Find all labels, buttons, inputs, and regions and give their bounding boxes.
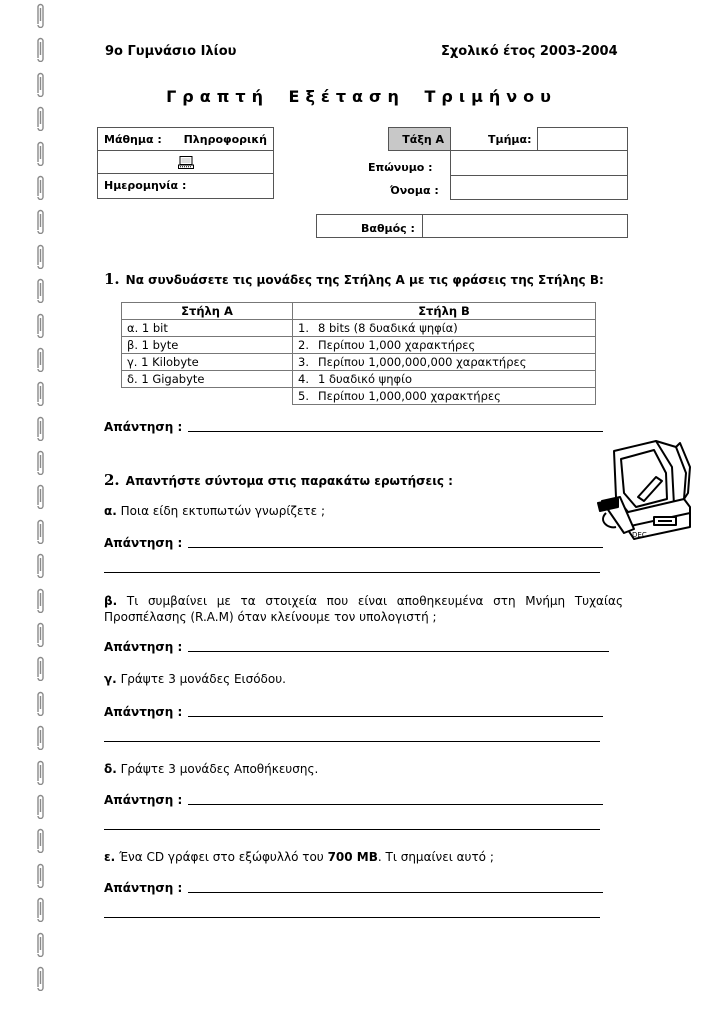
paperclip-icon (36, 380, 45, 406)
paperclip-icon (36, 793, 45, 819)
svg-text:DEC: DEC (632, 531, 647, 539)
question-text: Ποια είδη εκτυπωτών γνωρίζετε ; (120, 504, 326, 518)
computer-clipart-icon (594, 437, 694, 543)
paperclip-icon (36, 552, 45, 578)
answer-q2a (104, 536, 603, 550)
table-row (122, 371, 596, 388)
paperclip-icon (36, 346, 45, 372)
question-letter: β. (104, 594, 118, 608)
column-a-cell: β. 1 byte (122, 337, 293, 354)
answer-line[interactable] (188, 546, 603, 548)
paperclip-icon (36, 140, 45, 166)
answer-extra-line[interactable] (104, 741, 600, 742)
paperclip-icon (36, 2, 45, 28)
school-year: Σχολικό έτος 2003-2004 (441, 44, 618, 59)
grade-box (316, 214, 628, 238)
answer-line[interactable] (188, 891, 603, 893)
paperclip-icon (36, 690, 45, 716)
question-text-after: . Τι σημαίνει αυτό ; (377, 850, 494, 864)
item-text: 1 δυαδικό ψηφίο (318, 371, 413, 386)
answer-line[interactable] (188, 715, 603, 717)
question-letter: ε. (104, 850, 116, 864)
question-letter: δ. (104, 762, 117, 776)
paperclip-icon (36, 36, 45, 62)
column-b-cell (293, 337, 596, 354)
column-b-cell (293, 354, 596, 371)
answer-extra-line[interactable] (104, 572, 600, 573)
question-2c (104, 672, 286, 686)
question-text: Γράψτε 3 μονάδες Αποθήκευσης. (120, 762, 319, 776)
item-number: 2. (298, 337, 309, 352)
paperclip-icon (36, 312, 45, 338)
empty-cell (122, 388, 293, 405)
answer-label: Απάντηση : (104, 881, 183, 895)
table-header-row (122, 303, 596, 320)
first-name-field[interactable] (451, 176, 627, 199)
grade-field[interactable] (423, 215, 627, 237)
column-a-header: Στήλη Α (122, 303, 293, 320)
answer-q1 (104, 420, 603, 434)
item-text: Περίπου 1,000,000,000 χαρακτήρες (318, 354, 527, 369)
paperclip-icon (36, 759, 45, 785)
paperclip-icon (36, 174, 45, 200)
paperclip-icon (36, 277, 45, 303)
question-2a (104, 504, 325, 518)
question-1-heading (104, 270, 604, 288)
question-2b (104, 593, 623, 625)
subject-icon-row (98, 151, 273, 174)
question-letter: α. (104, 504, 117, 518)
column-b-cell (293, 371, 596, 388)
question-text: Τι συμβαίνει με τα στοιχεία που είναι αποθηκευμένα στη Μνήμη Τυχαίας Προσπέλασης (R.A.M) όταν κλείνουμε τον υπολογιστή ; (104, 594, 623, 624)
item-text: Περίπου 1,000 χαρακτήρες (318, 337, 476, 352)
item-number: 5. (298, 388, 309, 403)
question-1-text: Να συνδυάσετε τις μονάδες της Στήλης Α με τις φράσεις της Στήλης Β: (125, 273, 604, 287)
column-b-cell (293, 388, 596, 405)
answer-line[interactable] (188, 650, 609, 652)
column-b-cell (293, 320, 596, 337)
paperclip-icon (36, 587, 45, 613)
paperclip-icon (36, 449, 45, 475)
answer-label: Απάντηση : (104, 793, 183, 807)
section-label: Τμήμα: (488, 133, 532, 146)
paperclip-icon (36, 621, 45, 647)
column-a-cell: γ. 1 Kilobyte (122, 354, 293, 371)
paperclip-icon (36, 243, 45, 269)
question-2-text: Απαντήστε σύντομα στις παρακάτω ερωτήσεις : (125, 474, 453, 488)
column-a-cell: δ. 1 Gigabyte (122, 371, 293, 388)
table-row (122, 354, 596, 371)
paperclip-icon (36, 827, 45, 853)
column-a-cell: α. 1 bit (122, 320, 293, 337)
question-2-number: 2. (104, 471, 120, 489)
answer-extra-line[interactable] (104, 829, 600, 830)
paperclip-icon (36, 724, 45, 750)
school-name: 9ο Γυμνάσιο Ιλίου (105, 44, 237, 59)
date-label: Ημερομηνία : (104, 179, 187, 192)
name-label: Όνομα : (390, 184, 439, 197)
table-row (122, 388, 596, 405)
grade-label: Βαθμός : (361, 222, 415, 235)
surname-field[interactable] (451, 151, 627, 175)
answer-label: Απάντηση : (104, 420, 183, 434)
item-text: Περίπου 1,000,000 χαρακτήρες (318, 388, 501, 403)
paperclip-icon (36, 208, 45, 234)
matching-table (121, 302, 596, 405)
answer-q2b (104, 640, 609, 654)
date-row (98, 174, 273, 197)
paperclip-icon (36, 655, 45, 681)
laptop-icon (178, 156, 194, 169)
question-text-before: Ένα CD γράφει στο εξώφυλλό του (119, 850, 328, 864)
exam-title: Γραπτή Εξέταση Τριμήνου (166, 87, 557, 106)
paperclip-icon (36, 931, 45, 957)
question-letter: γ. (104, 672, 117, 686)
answer-label: Απάντηση : (104, 640, 183, 654)
column-b-header: Στήλη Β (293, 303, 596, 320)
item-text: 8 bits (8 δυαδικά ψηφία) (318, 320, 458, 335)
paperclip-icon (36, 415, 45, 441)
question-2-heading (104, 471, 453, 489)
subject-info-box (97, 127, 274, 199)
question-text: Γράψτε 3 μονάδες Εισόδου. (120, 672, 286, 686)
answer-label: Απάντηση : (104, 536, 183, 550)
question-2e (104, 850, 494, 864)
paperclip-icon (36, 896, 45, 922)
paperclip-icon (36, 483, 45, 509)
section-field[interactable] (537, 127, 628, 151)
subject-row (98, 128, 273, 151)
answer-line[interactable] (188, 430, 603, 432)
subject-label: Μάθημα : (104, 132, 162, 146)
item-number: 1. (298, 320, 309, 335)
surname-label: Επώνυμο : (368, 161, 433, 174)
item-number: 4. (298, 371, 309, 386)
answer-q2e (104, 881, 603, 895)
paperclip-icon (36, 105, 45, 131)
answer-extra-line[interactable] (104, 917, 600, 918)
question-1-number: 1. (104, 270, 120, 288)
question-text-bold: 700 MB (327, 850, 378, 864)
question-2d (104, 762, 318, 776)
paperclip-icon (36, 518, 45, 544)
table-row (122, 320, 596, 337)
answer-label: Απάντηση : (104, 705, 183, 719)
answer-q2c (104, 705, 603, 719)
paperclip-margin (36, 2, 50, 999)
answer-q2d (104, 793, 603, 807)
item-number: 3. (298, 354, 309, 369)
answer-line[interactable] (188, 803, 603, 805)
paperclip-icon (36, 965, 45, 991)
class-label: Τάξη Α (388, 127, 451, 151)
name-fields (450, 150, 628, 200)
paperclip-icon (36, 862, 45, 888)
table-row (122, 337, 596, 354)
subject-value: Πληροφορική (183, 132, 267, 146)
